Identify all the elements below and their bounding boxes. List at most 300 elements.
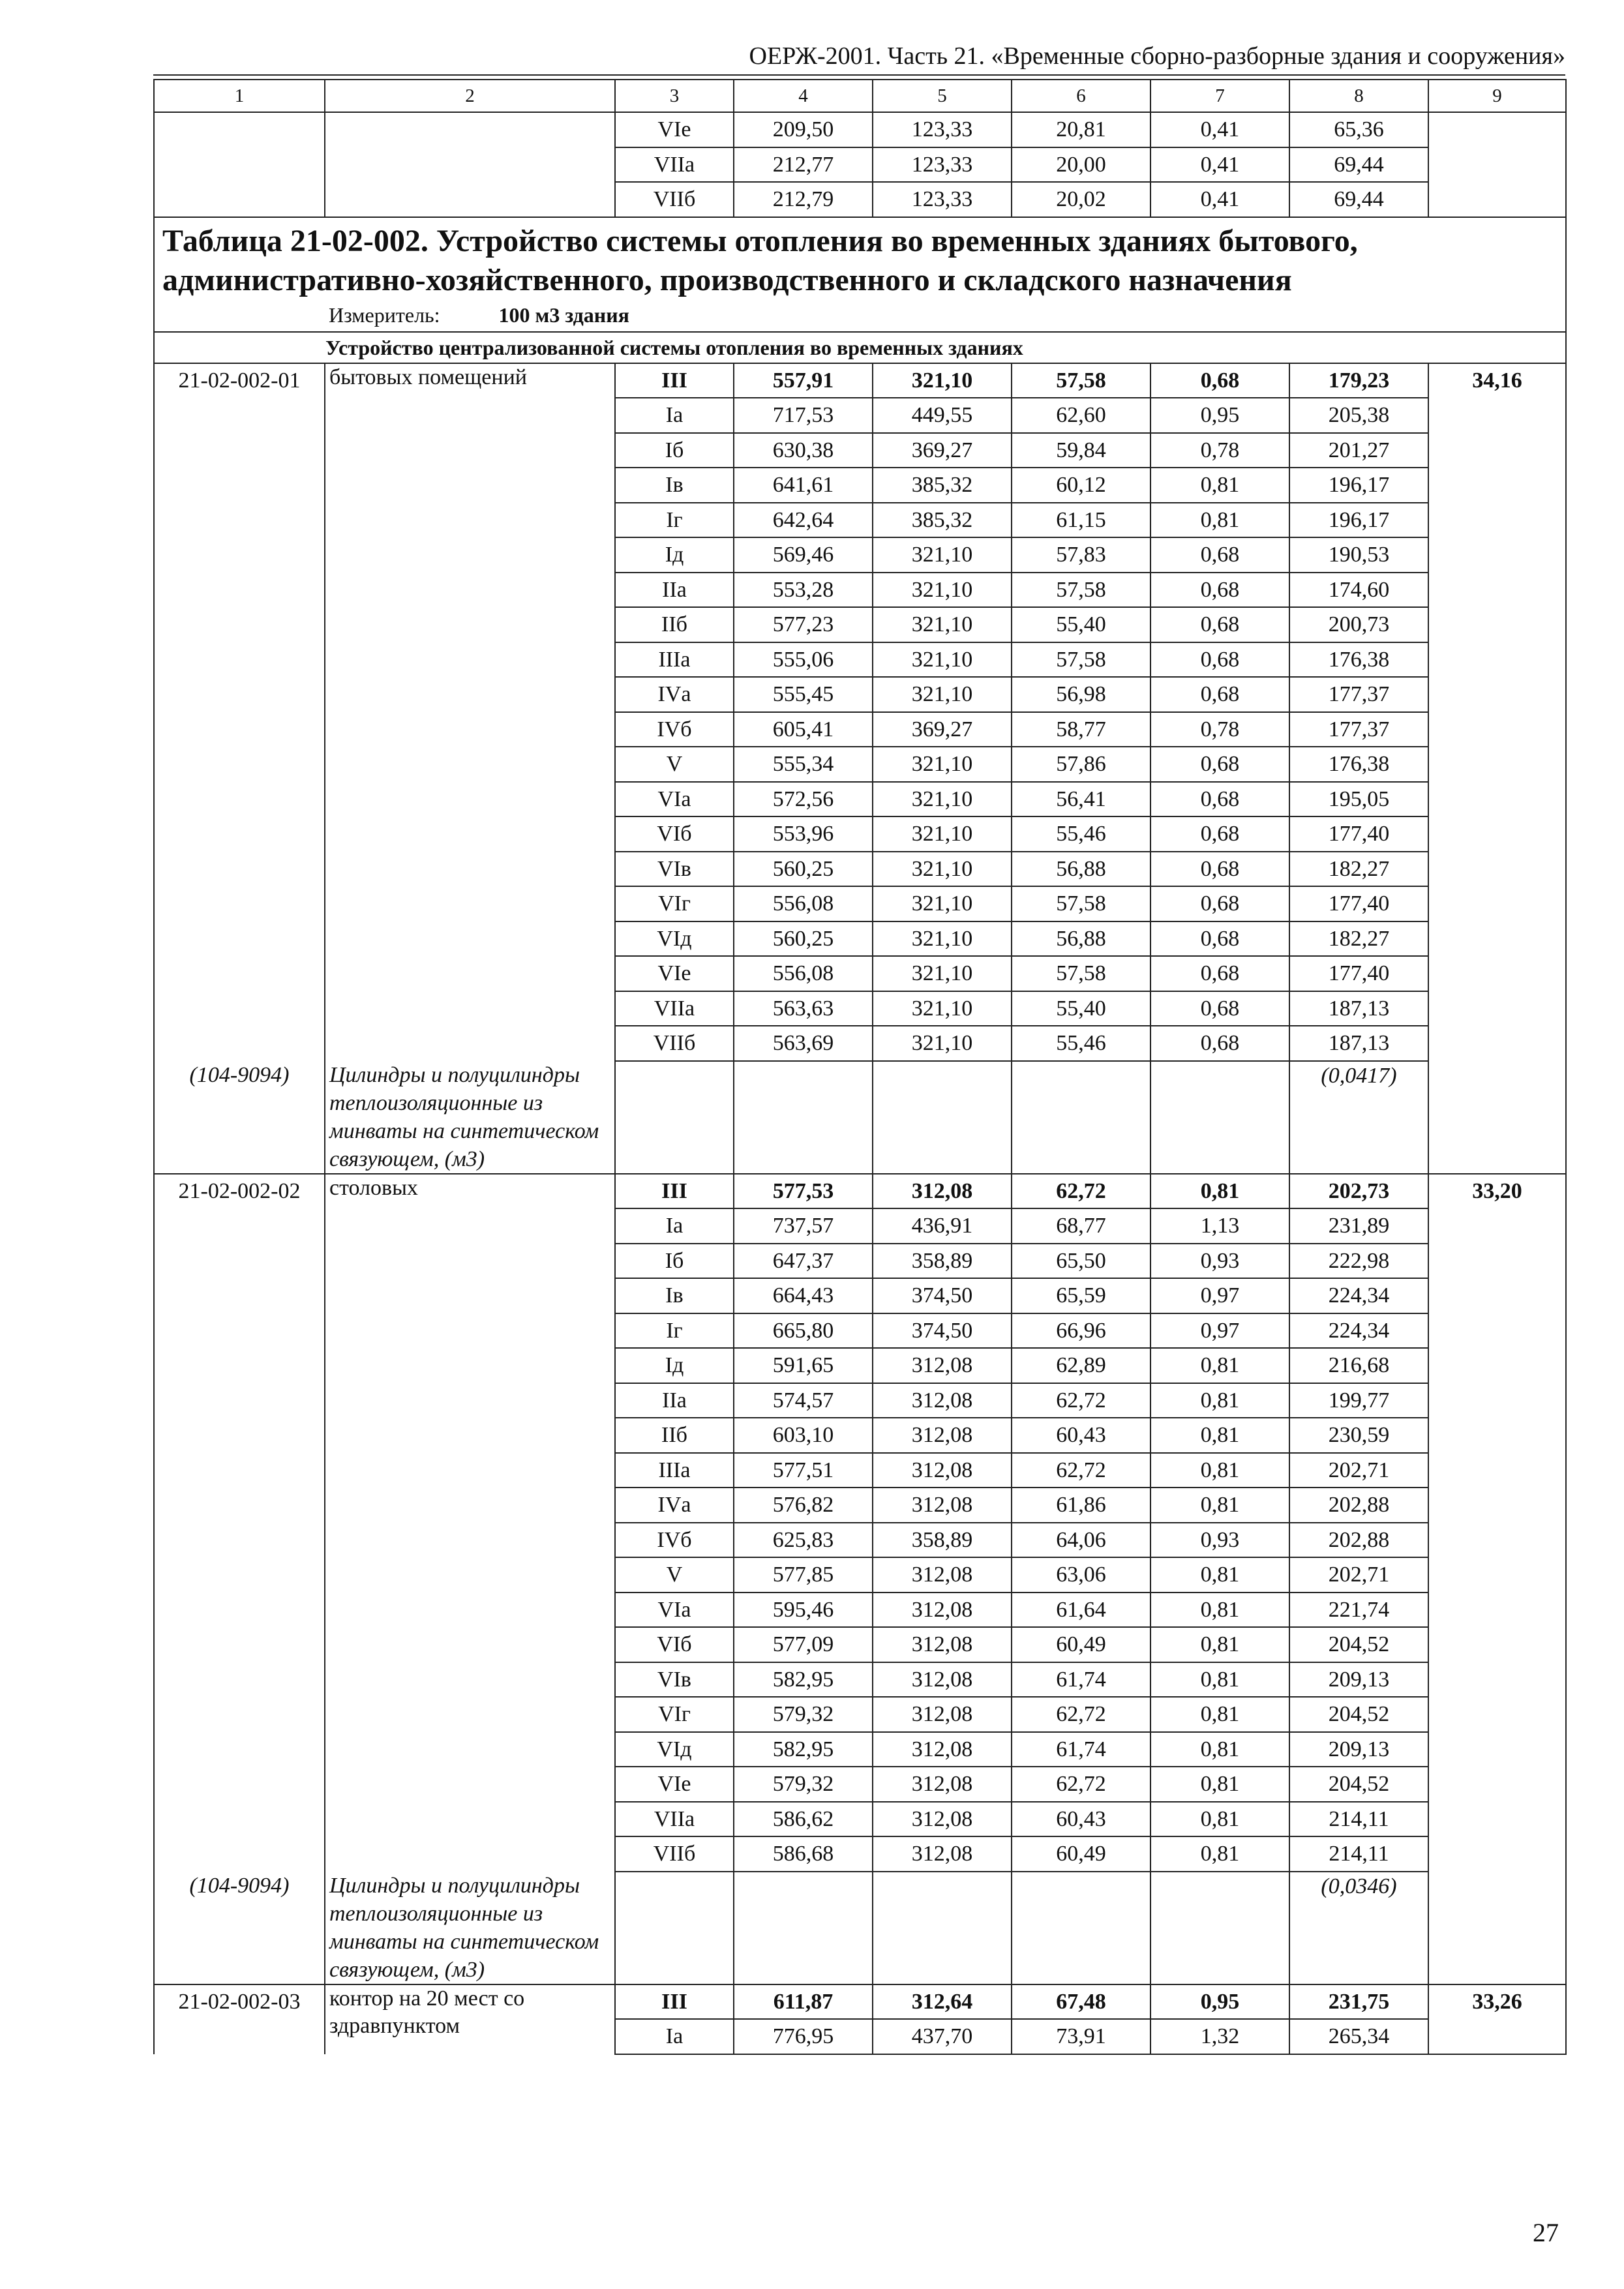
value-cell: 374,50	[873, 1278, 1012, 1313]
value-cell: 202,73	[1289, 1174, 1428, 1209]
value-cell: 630,38	[734, 433, 873, 468]
table-caption	[154, 217, 1566, 332]
value-cell	[1150, 1872, 1289, 1984]
value-cell: 0,68	[1150, 642, 1289, 678]
value-cell: 560,25	[734, 921, 873, 957]
region-cell: IIа	[615, 1383, 734, 1418]
value-cell: 312,08	[873, 1383, 1012, 1418]
region-cell: Iб	[615, 433, 734, 468]
region-cell: VIб	[615, 1627, 734, 1662]
value-cell: 321,10	[873, 1026, 1012, 1061]
value-cell: 321,10	[873, 747, 1012, 782]
column-number-row	[154, 80, 1566, 112]
value-cell: 449,55	[873, 398, 1012, 433]
column-number: 9	[1428, 80, 1566, 112]
region-cell: VIIа	[615, 147, 734, 183]
value-cell: 57,58	[1012, 886, 1150, 921]
value-cell: 56,98	[1012, 677, 1150, 712]
value-cell: 321,10	[873, 537, 1012, 573]
value-cell: 0,81	[1150, 1488, 1289, 1523]
value-cell: 312,64	[873, 1984, 1012, 2020]
value-cell: 265,34	[1289, 2019, 1428, 2054]
region-cell: IVа	[615, 677, 734, 712]
running-header: ОЕРЖ-2001. Часть 21. «Временные сборно-разборные здания и сооружения»	[749, 42, 1565, 70]
value-cell: 312,08	[873, 1174, 1012, 1209]
value-cell: 312,08	[873, 1453, 1012, 1488]
value-cell	[615, 1872, 734, 1984]
region-cell: VIа	[615, 1593, 734, 1628]
value-cell: 563,63	[734, 991, 873, 1026]
region-cell: VIIа	[615, 991, 734, 1026]
value-cell: 57,58	[1012, 363, 1150, 398]
value-cell: 177,40	[1289, 886, 1428, 921]
value-cell: 321,10	[873, 573, 1012, 608]
value-cell: 61,15	[1012, 503, 1150, 538]
value-cell: 577,23	[734, 607, 873, 642]
value-cell: 0,81	[1150, 1697, 1289, 1732]
region-cell: Iг	[615, 1313, 734, 1349]
region-cell: Iа	[615, 2019, 734, 2054]
value-cell: 0,81	[1150, 1802, 1289, 1837]
material-code: (104-9094)	[154, 1061, 325, 1174]
value-cell: 553,96	[734, 816, 873, 852]
value-cell: 556,08	[734, 956, 873, 991]
value-cell: 176,38	[1289, 642, 1428, 678]
value-cell: 57,58	[1012, 956, 1150, 991]
value-cell: 577,09	[734, 1627, 873, 1662]
price-table	[153, 79, 1567, 2055]
value-cell: 0,68	[1150, 677, 1289, 712]
value-cell: 369,27	[873, 712, 1012, 747]
value-cell: 59,84	[1012, 433, 1150, 468]
region-cell: Iв	[615, 1278, 734, 1313]
region-cell: IIб	[615, 607, 734, 642]
value-cell: 62,72	[1012, 1383, 1150, 1418]
value-cell: 20,81	[1012, 112, 1150, 147]
value-cell: 321,10	[873, 677, 1012, 712]
col9-value: 33,20	[1428, 1174, 1566, 1984]
value-cell: 312,08	[873, 1418, 1012, 1453]
value-cell: 231,75	[1289, 1984, 1428, 2020]
material-qty: (0,0417)	[1289, 1061, 1428, 1174]
code-cell	[154, 112, 325, 147]
value-cell: 577,85	[734, 1557, 873, 1593]
region-cell: VIг	[615, 886, 734, 921]
value-cell: 0,68	[1150, 1026, 1289, 1061]
value-cell: 66,96	[1012, 1313, 1150, 1349]
region-cell: VIIб	[615, 1026, 734, 1061]
value-cell	[873, 1872, 1012, 1984]
value-cell: 556,08	[734, 886, 873, 921]
region-cell: VIг	[615, 1697, 734, 1732]
value-cell	[1150, 1061, 1289, 1174]
value-cell: 0,93	[1150, 1244, 1289, 1279]
value-cell: 214,11	[1289, 1802, 1428, 1837]
region-cell: VIIб	[615, 182, 734, 217]
value-cell: 611,87	[734, 1984, 873, 2020]
region-cell: VIд	[615, 1732, 734, 1767]
value-cell: 187,13	[1289, 991, 1428, 1026]
value-cell: 321,10	[873, 886, 1012, 921]
value-cell: 0,81	[1150, 1662, 1289, 1698]
value-cell: 385,32	[873, 503, 1012, 538]
value-cell: 0,97	[1150, 1278, 1289, 1313]
value-cell: 586,68	[734, 1836, 873, 1872]
value-cell: 221,74	[1289, 1593, 1428, 1628]
value-cell: 0,81	[1150, 1383, 1289, 1418]
region-cell: V	[615, 747, 734, 782]
value-cell: 312,08	[873, 1488, 1012, 1523]
value-cell: 312,08	[873, 1557, 1012, 1593]
name-cell	[325, 147, 615, 183]
value-cell: 0,81	[1150, 503, 1289, 538]
value-cell: 572,56	[734, 782, 873, 817]
material-row	[154, 1872, 1566, 1984]
region-cell: Iв	[615, 468, 734, 503]
column-number: 8	[1289, 80, 1428, 112]
value-cell: 437,70	[873, 2019, 1012, 2054]
value-cell: 321,10	[873, 921, 1012, 957]
value-cell: 0,68	[1150, 573, 1289, 608]
value-cell: 199,77	[1289, 1383, 1428, 1418]
region-cell: IVб	[615, 712, 734, 747]
value-cell: 61,74	[1012, 1732, 1150, 1767]
value-cell: 374,50	[873, 1313, 1012, 1349]
value-cell: 1,13	[1150, 1208, 1289, 1244]
value-cell: 579,32	[734, 1697, 873, 1732]
value-cell: 57,58	[1012, 573, 1150, 608]
value-cell: 214,11	[1289, 1836, 1428, 1872]
region-cell: VIе	[615, 112, 734, 147]
region-cell: VIв	[615, 1662, 734, 1698]
value-cell: 665,80	[734, 1313, 873, 1349]
value-cell: 204,52	[1289, 1697, 1428, 1732]
col9-value: 33,26	[1428, 1984, 1566, 2054]
rate-name: бытовых помещений	[325, 363, 615, 1061]
value-cell: 776,95	[734, 2019, 873, 2054]
value-cell: 641,61	[734, 468, 873, 503]
table-row	[154, 182, 1566, 217]
value-cell: 0,95	[1150, 1984, 1289, 2020]
rate-code: 21-02-002-01	[154, 363, 325, 1061]
value-cell: 187,13	[1289, 1026, 1428, 1061]
value-cell: 582,95	[734, 1732, 873, 1767]
column-number: 2	[325, 80, 615, 112]
col9-value: 34,16	[1428, 363, 1566, 1174]
value-cell: 595,46	[734, 1593, 873, 1628]
value-cell: 62,72	[1012, 1767, 1150, 1802]
value-cell: 55,46	[1012, 816, 1150, 852]
value-cell: 61,64	[1012, 1593, 1150, 1628]
value-cell: 65,36	[1289, 112, 1428, 147]
value-cell: 179,23	[1289, 363, 1428, 398]
value-cell: 20,02	[1012, 182, 1150, 217]
value-cell	[615, 1061, 734, 1174]
region-cell: V	[615, 1557, 734, 1593]
value-cell: 67,48	[1012, 1984, 1150, 2020]
value-cell: 182,27	[1289, 852, 1428, 887]
value-cell: 0,68	[1150, 607, 1289, 642]
code-cell	[154, 147, 325, 183]
section-title: Устройство централизованной системы отопления во временных зданиях	[154, 332, 1566, 363]
value-cell: 312,08	[873, 1348, 1012, 1383]
value-cell: 312,08	[873, 1732, 1012, 1767]
value-cell: 574,57	[734, 1383, 873, 1418]
value-cell: 202,88	[1289, 1523, 1428, 1558]
value-cell: 57,58	[1012, 642, 1150, 678]
value-cell: 60,43	[1012, 1802, 1150, 1837]
value-cell: 202,71	[1289, 1453, 1428, 1488]
extra-cell	[1428, 147, 1566, 183]
value-cell: 0,81	[1150, 468, 1289, 503]
name-cell	[325, 182, 615, 217]
value-cell: 0,81	[1150, 1174, 1289, 1209]
value-cell: 224,34	[1289, 1313, 1428, 1349]
column-number: 6	[1012, 80, 1150, 112]
value-cell: 55,40	[1012, 991, 1150, 1026]
value-cell: 56,88	[1012, 852, 1150, 887]
value-cell: 0,68	[1150, 886, 1289, 921]
region-cell: IVб	[615, 1523, 734, 1558]
value-cell: 321,10	[873, 607, 1012, 642]
value-cell: 123,33	[873, 112, 1012, 147]
value-cell: 196,17	[1289, 468, 1428, 503]
region-cell: III	[615, 1174, 734, 1209]
region-cell: IVа	[615, 1488, 734, 1523]
region-cell: Iа	[615, 398, 734, 433]
region-cell: VIв	[615, 852, 734, 887]
value-cell: 557,91	[734, 363, 873, 398]
value-cell: 358,89	[873, 1244, 1012, 1279]
value-cell: 579,32	[734, 1767, 873, 1802]
value-cell: 58,77	[1012, 712, 1150, 747]
value-cell: 69,44	[1289, 182, 1428, 217]
extra-cell	[1428, 112, 1566, 147]
value-cell: 321,10	[873, 852, 1012, 887]
value-cell: 555,34	[734, 747, 873, 782]
region-cell: VIб	[615, 816, 734, 852]
value-cell: 60,49	[1012, 1627, 1150, 1662]
value-cell: 0,81	[1150, 1348, 1289, 1383]
value-cell: 664,43	[734, 1278, 873, 1313]
value-cell: 642,64	[734, 503, 873, 538]
value-cell: 312,08	[873, 1627, 1012, 1662]
value-cell: 56,41	[1012, 782, 1150, 817]
value-cell: 57,83	[1012, 537, 1150, 573]
value-cell: 321,10	[873, 642, 1012, 678]
table-row	[154, 363, 1566, 398]
value-cell: 0,95	[1150, 398, 1289, 433]
value-cell: 62,72	[1012, 1174, 1150, 1209]
region-cell: VIIа	[615, 1802, 734, 1837]
region-cell: VIе	[615, 956, 734, 991]
value-cell: 230,59	[1289, 1418, 1428, 1453]
value-cell: 436,91	[873, 1208, 1012, 1244]
value-cell: 0,68	[1150, 537, 1289, 573]
region-cell: VIд	[615, 921, 734, 957]
value-cell: 0,81	[1150, 1453, 1289, 1488]
value-cell: 605,41	[734, 712, 873, 747]
value-cell: 195,05	[1289, 782, 1428, 817]
value-cell: 321,10	[873, 782, 1012, 817]
value-cell: 647,37	[734, 1244, 873, 1279]
value-cell: 62,60	[1012, 398, 1150, 433]
value-cell: 0,68	[1150, 363, 1289, 398]
value-cell	[1012, 1872, 1150, 1984]
material-name: Цилиндры и полуцилиндры теплоизоляционные из минваты на синтетическом связующем, (м3)	[325, 1872, 615, 1984]
value-cell: 0,68	[1150, 991, 1289, 1026]
value-cell: 182,27	[1289, 921, 1428, 957]
value-cell	[1012, 1061, 1150, 1174]
region-cell: VIа	[615, 782, 734, 817]
region-cell: IIIа	[615, 1453, 734, 1488]
value-cell: 212,79	[734, 182, 873, 217]
value-cell: 200,73	[1289, 607, 1428, 642]
page-number: 27	[1533, 2218, 1559, 2247]
region-cell: Iг	[615, 503, 734, 538]
value-cell: 0,81	[1150, 1732, 1289, 1767]
value-cell: 0,68	[1150, 921, 1289, 957]
value-cell: 174,60	[1289, 573, 1428, 608]
value-cell: 369,27	[873, 433, 1012, 468]
value-cell: 209,13	[1289, 1662, 1428, 1698]
name-cell	[325, 112, 615, 147]
rate-code: 21-02-002-03	[154, 1984, 325, 2054]
value-cell: 312,08	[873, 1767, 1012, 1802]
value-cell: 177,40	[1289, 816, 1428, 852]
value-cell	[873, 1061, 1012, 1174]
value-cell: 176,38	[1289, 747, 1428, 782]
value-cell: 60,43	[1012, 1418, 1150, 1453]
value-cell: 312,08	[873, 1593, 1012, 1628]
value-cell: 60,12	[1012, 468, 1150, 503]
value-cell: 321,10	[873, 991, 1012, 1026]
value-cell: 0,41	[1150, 182, 1289, 217]
value-cell: 201,27	[1289, 433, 1428, 468]
value-cell: 62,72	[1012, 1453, 1150, 1488]
header-rule	[153, 74, 1565, 76]
value-cell: 312,08	[873, 1836, 1012, 1872]
value-cell: 555,45	[734, 677, 873, 712]
value-cell: 560,25	[734, 852, 873, 887]
extra-cell	[1428, 182, 1566, 217]
table-row	[154, 1174, 1566, 1209]
value-cell: 62,89	[1012, 1348, 1150, 1383]
column-number: 1	[154, 80, 325, 112]
region-cell: Iб	[615, 1244, 734, 1279]
value-cell: 222,98	[1289, 1244, 1428, 1279]
material-code: (104-9094)	[154, 1872, 325, 1984]
value-cell: 0,68	[1150, 816, 1289, 852]
column-number: 4	[734, 80, 873, 112]
value-cell	[734, 1061, 873, 1174]
region-cell: VIIб	[615, 1836, 734, 1872]
value-cell: 60,49	[1012, 1836, 1150, 1872]
value-cell: 1,32	[1150, 2019, 1289, 2054]
value-cell: 321,10	[873, 363, 1012, 398]
value-cell: 216,68	[1289, 1348, 1428, 1383]
region-cell: IIIа	[615, 642, 734, 678]
value-cell: 202,71	[1289, 1557, 1428, 1593]
table-row	[154, 1984, 1566, 2020]
value-cell: 68,77	[1012, 1208, 1150, 1244]
value-cell: 62,72	[1012, 1697, 1150, 1732]
value-cell: 563,69	[734, 1026, 873, 1061]
value-cell: 0,78	[1150, 433, 1289, 468]
value-cell: 209,13	[1289, 1732, 1428, 1767]
value-cell: 321,10	[873, 816, 1012, 852]
value-cell: 0,81	[1150, 1418, 1289, 1453]
value-cell: 577,51	[734, 1453, 873, 1488]
value-cell: 0,93	[1150, 1523, 1289, 1558]
meter-value: 100 м3 здания	[498, 303, 629, 327]
rate-code: 21-02-002-02	[154, 1174, 325, 1872]
region-cell: Iа	[615, 1208, 734, 1244]
value-cell: 231,89	[1289, 1208, 1428, 1244]
value-cell: 312,08	[873, 1662, 1012, 1698]
column-number: 5	[873, 80, 1012, 112]
value-cell: 73,91	[1012, 2019, 1150, 2054]
value-cell: 202,88	[1289, 1488, 1428, 1523]
value-cell: 61,74	[1012, 1662, 1150, 1698]
value-cell: 177,37	[1289, 712, 1428, 747]
value-cell: 582,95	[734, 1662, 873, 1698]
value-cell: 577,53	[734, 1174, 873, 1209]
region-cell: Iд	[615, 1348, 734, 1383]
region-cell: III	[615, 363, 734, 398]
code-cell	[154, 182, 325, 217]
value-cell: 177,40	[1289, 956, 1428, 991]
value-cell: 312,08	[873, 1697, 1012, 1732]
value-cell: 0,41	[1150, 147, 1289, 183]
region-cell: IIа	[615, 573, 734, 608]
rate-name: контор на 20 мест со здравпунктом	[325, 1984, 615, 2054]
value-cell: 591,65	[734, 1348, 873, 1383]
value-cell: 385,32	[873, 468, 1012, 503]
value-cell: 204,52	[1289, 1767, 1428, 1802]
value-cell: 625,83	[734, 1523, 873, 1558]
region-cell: VIе	[615, 1767, 734, 1802]
column-number: 3	[615, 80, 734, 112]
value-cell: 69,44	[1289, 147, 1428, 183]
value-cell: 64,06	[1012, 1523, 1150, 1558]
region-cell: IIб	[615, 1418, 734, 1453]
value-cell: 209,50	[734, 112, 873, 147]
material-qty: (0,0346)	[1289, 1872, 1428, 1984]
value-cell: 0,68	[1150, 782, 1289, 817]
value-cell: 177,37	[1289, 677, 1428, 712]
value-cell: 0,81	[1150, 1767, 1289, 1802]
value-cell: 576,82	[734, 1488, 873, 1523]
value-cell: 0,81	[1150, 1836, 1289, 1872]
table-row	[154, 147, 1566, 183]
value-cell: 586,62	[734, 1802, 873, 1837]
table-row	[154, 112, 1566, 147]
value-cell: 123,33	[873, 182, 1012, 217]
value-cell: 65,59	[1012, 1278, 1150, 1313]
value-cell: 0,81	[1150, 1557, 1289, 1593]
value-cell: 737,57	[734, 1208, 873, 1244]
value-cell: 0,81	[1150, 1593, 1289, 1628]
value-cell: 57,86	[1012, 747, 1150, 782]
table-title: Таблица 21-02-002. Устройство системы отопления во временных зданиях бытового, административно-хозяйственного, производственного и складского назначения	[162, 223, 1358, 297]
value-cell: 555,06	[734, 642, 873, 678]
value-cell: 717,53	[734, 398, 873, 433]
region-cell: III	[615, 1984, 734, 2020]
value-cell: 0,81	[1150, 1627, 1289, 1662]
value-cell: 0,68	[1150, 747, 1289, 782]
value-cell: 20,00	[1012, 147, 1150, 183]
